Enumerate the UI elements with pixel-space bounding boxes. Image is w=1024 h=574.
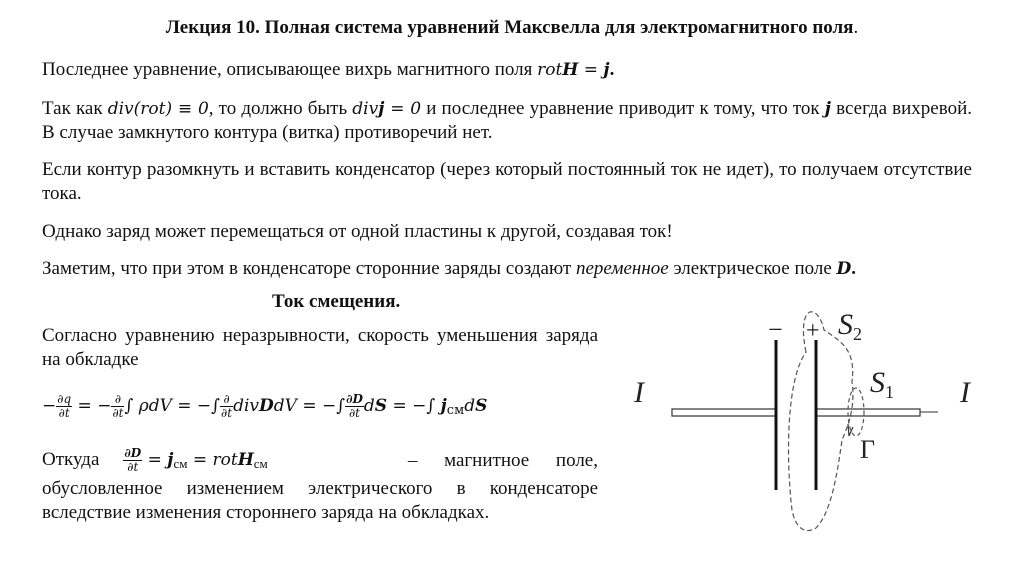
frac-dq-dt: $\frac{\partial q}{\partial t}$ (57, 392, 72, 420)
displacement-formula-line (42, 445, 598, 477)
word-magnetic-field: – магнитное поле, (407, 450, 598, 471)
h-sm-vector: H (237, 449, 254, 470)
current-j: j (824, 99, 831, 119)
h-vector: H (562, 60, 579, 80)
para2-text-4: всегда вихревой. В случае замкнутого контура (витка) противоречий нет. (42, 98, 972, 143)
eq-d-2: d (464, 396, 476, 416)
eq-d-vector: D (259, 396, 274, 416)
eq-minus: − (42, 396, 57, 416)
wire-right (816, 409, 920, 416)
para2-text-3: и последнее уравнение приводит к тому, что ток (421, 98, 825, 119)
rot-symbol: rot (537, 60, 563, 80)
equals-sign: = (578, 60, 604, 80)
paragraph-rot-h (42, 58, 972, 82)
para5-period: . (851, 258, 857, 279)
sub-sm-2: см (253, 455, 268, 471)
eq-d: d (363, 396, 375, 416)
eq-equals-minus: = − (72, 396, 112, 416)
section-title: Ток смещения. (272, 291, 401, 312)
slide-title (0, 17, 1024, 39)
label-gamma: Γ (860, 435, 876, 464)
eq-integral-rho: ∫ ρdV = −∫ (124, 396, 221, 416)
frac-d-dt-2: $\frac{\partial}{\partial t}$ (221, 392, 233, 420)
frac-dd-dt-2: $\frac{\partial D}{\partial t}$ (124, 445, 142, 474)
formula-line-left (42, 447, 268, 476)
eq-integral-last: = −∫ (387, 396, 441, 416)
loop-gamma (848, 388, 864, 436)
label-s2: $S_2$ (838, 308, 862, 344)
div-j-vector: j (378, 99, 385, 119)
eq-div: div (233, 396, 260, 416)
emphasis-variable: переменное (575, 258, 669, 279)
paragraph-displacement-rest: обусловленное изменением электрического в конденсаторе вследствие изменения стороннего заряда на обкладках. (42, 478, 598, 523)
eq-j-vector: j (440, 396, 447, 416)
para5-text-1: Заметим, что при этом в конденсаторе сторонние заряды создают (42, 258, 576, 279)
para2-text-1: Так как (42, 98, 108, 119)
label-current-right: I (960, 376, 970, 409)
title-period: . (853, 17, 859, 38)
title-text: Лекция 10. Полная система уравнений Максвелла для электромагнитного поля (165, 17, 854, 38)
j-vector: j (603, 60, 610, 80)
frac-d-dt-1: $\frac{\partial}{\partial t}$ (112, 392, 124, 420)
eq-sign: = (142, 449, 168, 470)
div-symbol: div (352, 99, 379, 119)
para1-text: Последнее уравнение, описывающее вихрь магнитного поля (42, 59, 538, 80)
eq-sub-sm: см (446, 403, 465, 418)
rot-equals: = rot (187, 449, 238, 470)
j-sm-vector: j (167, 449, 174, 470)
para5-text-2: электрическое поле (668, 258, 837, 279)
sub-sm-1: см (173, 455, 188, 471)
label-current-left: I (634, 376, 644, 409)
frac-dd-dt: $\frac{\partial D}{\partial t}$ (346, 392, 363, 420)
para2-text-2: , то должно быть (208, 98, 353, 119)
label-plus: + (806, 318, 820, 344)
eq-s-vector: S (374, 396, 388, 416)
capacitor-diagram (620, 300, 1010, 540)
surface-s2-outline (789, 312, 853, 531)
eq-dv: dV = −∫ (273, 396, 346, 416)
para1-period: . (609, 59, 615, 80)
paragraph-field-d (42, 257, 972, 281)
label-s1: $S_1$ (870, 366, 894, 402)
word-otkuda: Откуда (42, 448, 100, 470)
paragraph-displacement (42, 445, 598, 525)
label-minus: − (768, 315, 783, 344)
paragraph-capacitor: Если контур разомкнуть и вставить конденсатор (через который постоянный ток не идет), то получаем отсутствие тока. (42, 159, 972, 204)
paragraph-div-rot (42, 97, 972, 145)
continuity-equation (42, 393, 602, 420)
d-vector: D (836, 259, 852, 279)
eq-s-vector-2: S (475, 396, 488, 416)
div-j-zero: = 0 (384, 99, 422, 119)
wire-left (672, 409, 776, 416)
paragraph-charge: Однако заряд может перемещаться от одной пластины к другой, создавая ток! (42, 221, 673, 242)
div-rot-formula: div(rot) ≡ 0 (107, 99, 209, 119)
paragraph-continuity: Согласно уравнению неразрывности, скорость уменьшения заряда на обкладке (42, 325, 598, 370)
